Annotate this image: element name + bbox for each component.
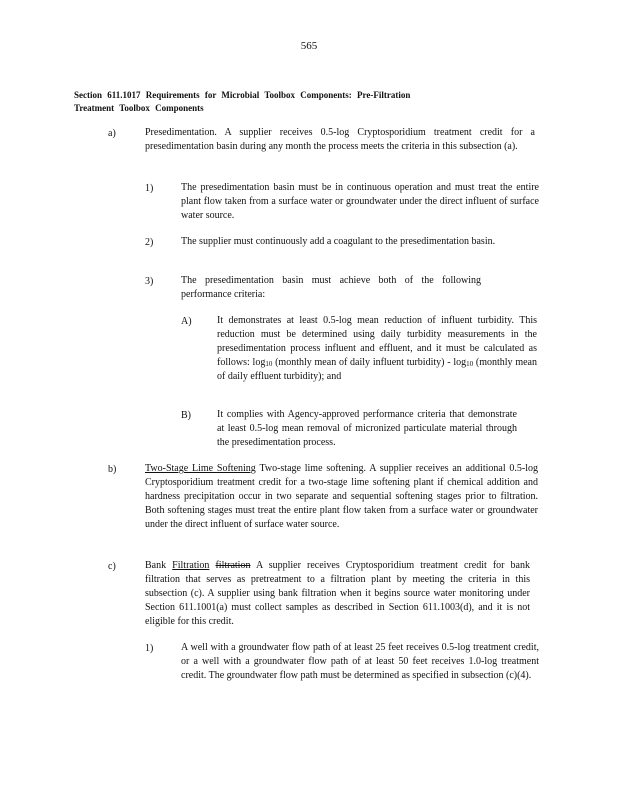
section-heading-continued: Treatment Toolbox Components	[74, 103, 204, 113]
item-a3B-marker: B)	[181, 410, 191, 421]
item-c1-text: A well with a groundwater flow path of at least 25 feet receives 0.5-log treatment credit, or a well with a groundwater flow path of at least 50 feet receives 1.0-log treatment credit. The groundwater flow path must be determined as specified in subsection (c)(4).	[181, 642, 539, 681]
subsection-b-text: Two-stage lime softening. A supplier receives an additional 0.5-log Cryptosporidium treatment credit for a two-stage lime softening plant if chemical addition and hardness precipitation occur in two separate and sequential softening stages prior to filtration. Both softening stages must treat the entire plant flow taken from a surface water or groundwater under the direct influent of surface water source.	[145, 463, 539, 530]
subsection-a-marker: a)	[108, 128, 116, 139]
subsection-a-paragraph	[145, 126, 535, 154]
subsection-a-title: Presedimentation.	[145, 127, 217, 138]
item-a3B-text: It complies with Agency-approved performance criteria that demonstrate at least 0.5-log mean removal of micronized particulate material through the presedimentation process.	[217, 409, 517, 448]
subsection-b-marker: b)	[108, 464, 117, 475]
section-heading: Section 611.1017 Requirements for Microbial Toolbox Components: Pre-Filtration	[74, 90, 411, 100]
subsection-c-marker: c)	[108, 561, 116, 572]
subsection-a-text: A supplier receives 0.5-log Cryptosporidium treatment credit for a presedimentation basin during any month the process meets the criteria in this subsection (a).	[145, 127, 535, 152]
item-a2-text: The supplier must continuously add a coagulant to the presedimentation basin.	[181, 236, 496, 247]
item-a1-marker: 1)	[145, 183, 154, 194]
subsection-c-text: A supplier receives Cryptosporidium treatment credit for bank filtration that serves as pretreatment to a filtration plant by meeting the criteria in this subsection (c). A supplier using bank filtration when it begins source water monitoring under Section 611.1001(a) must collect samples as described in Section 611.1003(d), and it is not eligible for this credit.	[145, 560, 530, 627]
subsection-b-paragraph	[145, 462, 538, 532]
item-c1-marker: 1)	[145, 643, 154, 654]
subsection-c-title-deleted: filtration	[215, 560, 251, 571]
item-a1-text: The presedimentation basin must be in continuous operation and must treat the entire plant flow taken from a surface water or groundwater under the direct influent of surface water source.	[181, 182, 539, 221]
item-a2-marker: 2)	[145, 237, 154, 248]
subsection-c-paragraph	[145, 559, 530, 629]
subsection-b-title: Two-Stage Lime Softening	[145, 463, 256, 474]
page-number: 565	[300, 40, 318, 52]
subsection-c-title-inserted: Filtration	[172, 560, 210, 571]
item-a3A-marker: A)	[181, 316, 192, 327]
item-a3-text: The presedimentation basin must achieve both of the following performance criteria:	[181, 275, 481, 300]
item-a3A-text: It demonstrates at least 0.5-log mean reduction of influent turbidity. This reduction must be determined using daily turbidity measurements in the presedimentation process influent and effluent, and it must be calculated as follows: $\log_{10}$ (monthly mean of daily influent turbidity) - $\log_{10}$ (monthly mean of daily effluent turbidity); and	[217, 315, 537, 382]
subsection-c-title-prefix: Bank	[145, 560, 167, 571]
item-a3-marker: 3)	[145, 276, 154, 287]
